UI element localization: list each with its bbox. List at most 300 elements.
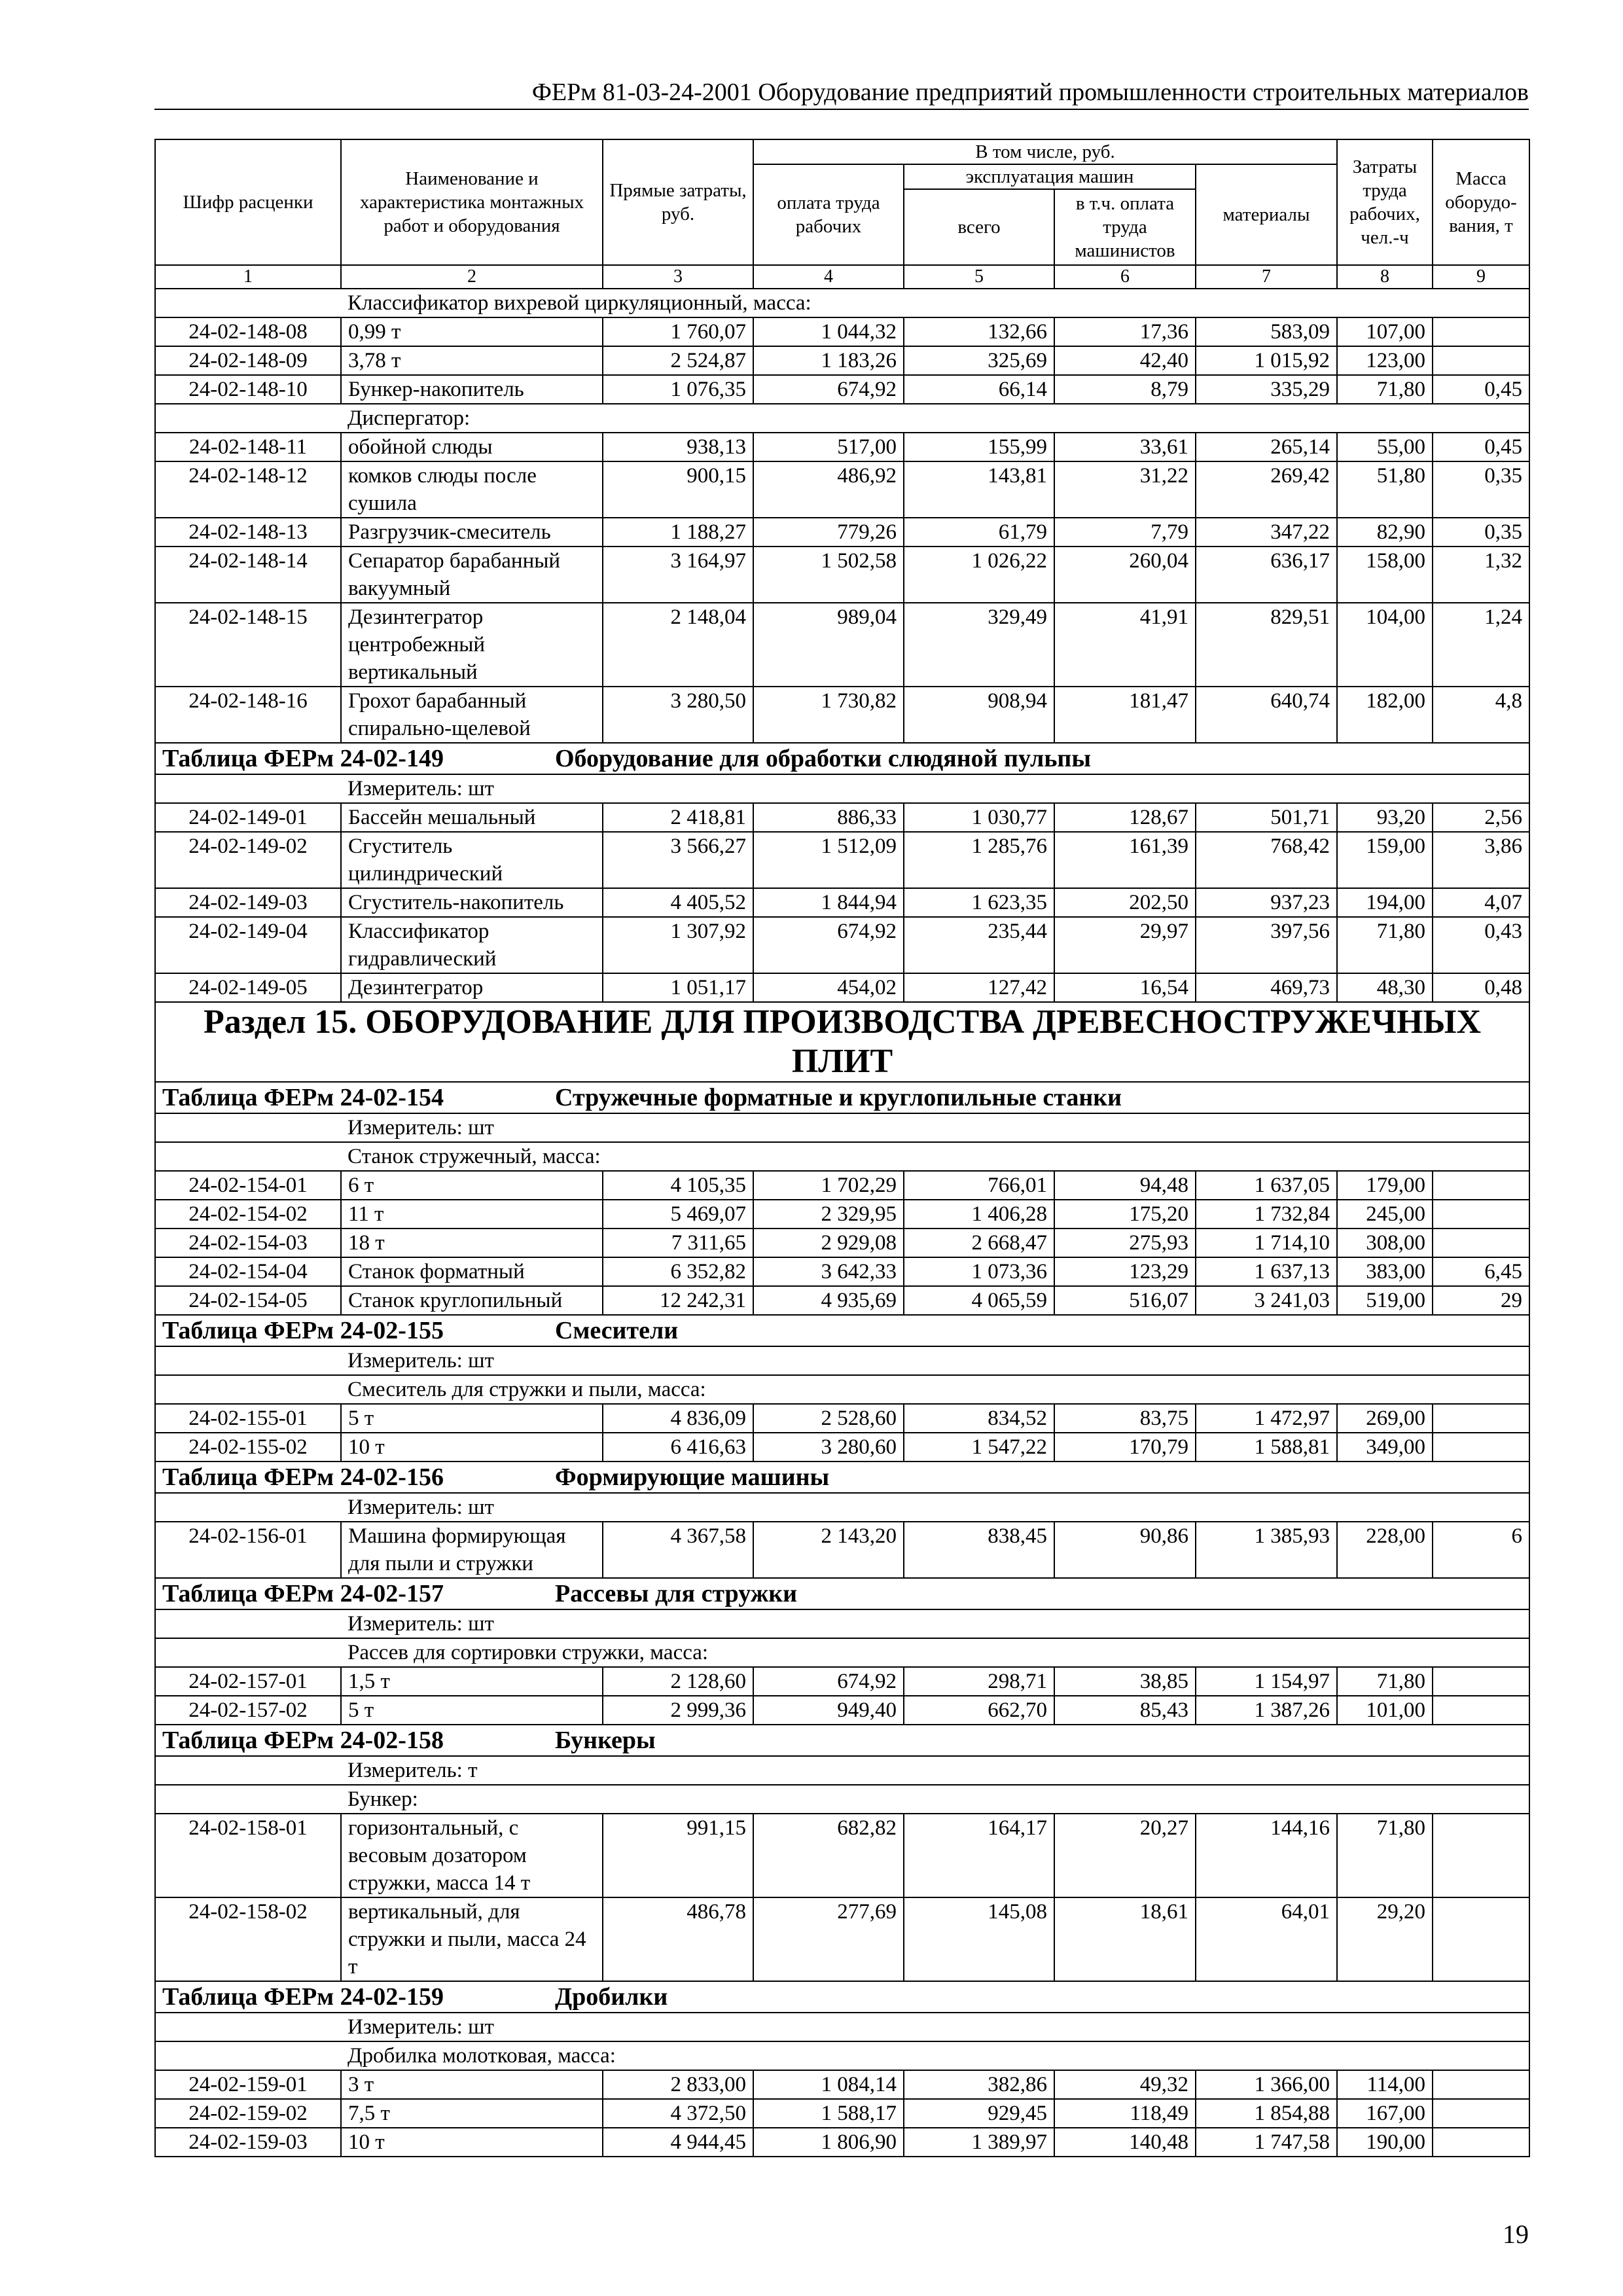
table-row bbox=[155, 375, 1529, 404]
labor-pay: 454,02 bbox=[753, 973, 904, 1002]
materials-cost: 1 714,10 bbox=[1196, 1229, 1337, 1257]
table-row bbox=[155, 317, 1529, 346]
table-title-row bbox=[155, 1315, 1529, 1346]
labor-hours: 158,00 bbox=[1337, 547, 1433, 603]
work-name: Разгрузчик-смеситель bbox=[341, 518, 603, 547]
row-lead bbox=[155, 1375, 341, 1404]
row-lead bbox=[155, 1113, 341, 1142]
machines-total: 1 285,76 bbox=[904, 832, 1054, 888]
work-name: Бассейн мешальный bbox=[341, 803, 603, 832]
direct-costs: 4 836,09 bbox=[603, 1404, 753, 1433]
labor-pay: 517,00 bbox=[753, 433, 904, 461]
labor-pay: 886,33 bbox=[753, 803, 904, 832]
work-name: Грохот барабанный спирально-щелевой bbox=[341, 687, 603, 743]
labor-pay: 486,92 bbox=[753, 461, 904, 518]
unit-label: Измеритель: шт bbox=[341, 1493, 1529, 1522]
machines-total: 325,69 bbox=[904, 346, 1054, 375]
table-title bbox=[155, 1082, 1529, 1113]
table-row bbox=[155, 2070, 1529, 2099]
direct-costs: 2 524,87 bbox=[603, 346, 753, 375]
machinist-pay: 275,93 bbox=[1054, 1229, 1196, 1257]
rate-code: 24-02-154-05 bbox=[155, 1286, 341, 1315]
machinist-pay: 516,07 bbox=[1054, 1286, 1196, 1315]
col-machtotal-header: всего bbox=[904, 189, 1054, 265]
labor-hours: 167,00 bbox=[1337, 2099, 1433, 2128]
direct-costs: 900,15 bbox=[603, 461, 753, 518]
machines-total: 1 073,36 bbox=[904, 1257, 1054, 1286]
table-row bbox=[155, 803, 1529, 832]
equipment-mass: 0,45 bbox=[1433, 433, 1529, 461]
work-name: 7,5 т bbox=[341, 2099, 603, 2128]
labor-pay: 779,26 bbox=[753, 518, 904, 547]
materials-cost: 3 241,03 bbox=[1196, 1286, 1337, 1315]
group-row bbox=[155, 289, 1529, 317]
machinist-pay: 41,91 bbox=[1054, 603, 1196, 687]
labor-pay: 4 935,69 bbox=[753, 1286, 904, 1315]
labor-hours: 48,30 bbox=[1337, 973, 1433, 1002]
table-row bbox=[155, 1286, 1529, 1315]
labor-pay: 1 702,29 bbox=[753, 1171, 904, 1200]
direct-costs: 4 944,45 bbox=[603, 2128, 753, 2157]
table-code: Таблица ФЕРм 24-02-158 bbox=[162, 1727, 444, 1754]
table-title-row bbox=[155, 1462, 1529, 1493]
table-title bbox=[155, 1981, 1529, 2013]
table-row bbox=[155, 346, 1529, 375]
work-name: Классификатор гидравлический bbox=[341, 917, 603, 973]
row-lead bbox=[155, 1142, 341, 1171]
rate-code: 24-02-148-14 bbox=[155, 547, 341, 603]
equipment-mass bbox=[1433, 1897, 1529, 1981]
machinist-pay: 181,47 bbox=[1054, 687, 1196, 743]
rate-code: 24-02-148-09 bbox=[155, 346, 341, 375]
labor-pay: 1 502,58 bbox=[753, 547, 904, 603]
equipment-mass bbox=[1433, 1667, 1529, 1696]
machines-total: 132,66 bbox=[904, 317, 1054, 346]
table-row bbox=[155, 2128, 1529, 2157]
rate-code: 24-02-154-01 bbox=[155, 1171, 341, 1200]
materials-cost: 335,29 bbox=[1196, 375, 1337, 404]
machines-total: 382,86 bbox=[904, 2070, 1054, 2099]
machines-total: 1 547,22 bbox=[904, 1433, 1054, 1462]
work-name: комков слюды после сушила bbox=[341, 461, 603, 518]
group-label: Диспергатор: bbox=[341, 404, 1529, 433]
labor-hours: 349,00 bbox=[1337, 1433, 1433, 1462]
table-row bbox=[155, 888, 1529, 917]
labor-pay: 2 528,60 bbox=[753, 1404, 904, 1433]
table-name: Бункеры bbox=[555, 1727, 656, 1754]
table-row bbox=[155, 433, 1529, 461]
machines-total: 929,45 bbox=[904, 2099, 1054, 2128]
rate-code: 24-02-155-02 bbox=[155, 1433, 341, 1462]
machinist-pay: 17,36 bbox=[1054, 317, 1196, 346]
table-name: Оборудование для обработки слюдяной пульпы bbox=[555, 745, 1091, 772]
work-name: 3,78 т bbox=[341, 346, 603, 375]
table-row bbox=[155, 1229, 1529, 1257]
table-code: Таблица ФЕРм 24-02-159 bbox=[162, 1983, 444, 2011]
machines-total: 662,70 bbox=[904, 1696, 1054, 1725]
col-name-header: Наименование и характеристика монтажных работ и оборудования bbox=[341, 139, 603, 265]
machines-total: 66,14 bbox=[904, 375, 1054, 404]
labor-pay: 674,92 bbox=[753, 1667, 904, 1696]
materials-cost: 937,23 bbox=[1196, 888, 1337, 917]
direct-costs: 938,13 bbox=[603, 433, 753, 461]
rate-code: 24-02-148-08 bbox=[155, 317, 341, 346]
direct-costs: 4 367,58 bbox=[603, 1522, 753, 1578]
labor-hours: 308,00 bbox=[1337, 1229, 1433, 1257]
table-row bbox=[155, 1404, 1529, 1433]
rate-code: 24-02-148-10 bbox=[155, 375, 341, 404]
table-row bbox=[155, 1433, 1529, 1462]
equipment-mass: 6 bbox=[1433, 1522, 1529, 1578]
machines-total: 2 668,47 bbox=[904, 1229, 1054, 1257]
direct-costs: 7 311,65 bbox=[603, 1229, 753, 1257]
col-direct-header: Прямые затраты, руб. bbox=[603, 139, 753, 265]
work-name: Бункер-накопитель bbox=[341, 375, 603, 404]
labor-pay: 1 844,94 bbox=[753, 888, 904, 917]
equipment-mass: 0,35 bbox=[1433, 461, 1529, 518]
direct-costs: 1 760,07 bbox=[603, 317, 753, 346]
labor-pay: 1 806,90 bbox=[753, 2128, 904, 2157]
labor-hours: 114,00 bbox=[1337, 2070, 1433, 2099]
labor-pay: 1 588,17 bbox=[753, 2099, 904, 2128]
materials-cost: 469,73 bbox=[1196, 973, 1337, 1002]
machinist-pay: 20,27 bbox=[1054, 1814, 1196, 1897]
labor-pay: 1 730,82 bbox=[753, 687, 904, 743]
group-row bbox=[155, 1375, 1529, 1404]
table-row bbox=[155, 518, 1529, 547]
equipment-mass: 0,48 bbox=[1433, 973, 1529, 1002]
labor-hours: 519,00 bbox=[1337, 1286, 1433, 1315]
labor-hours: 245,00 bbox=[1337, 1200, 1433, 1229]
work-name: 6 т bbox=[341, 1171, 603, 1200]
table-row bbox=[155, 1696, 1529, 1725]
table-title bbox=[155, 1462, 1529, 1493]
labor-hours: 123,00 bbox=[1337, 346, 1433, 375]
machinist-pay: 38,85 bbox=[1054, 1667, 1196, 1696]
labor-pay: 674,92 bbox=[753, 917, 904, 973]
labor-hours: 107,00 bbox=[1337, 317, 1433, 346]
table-code: Таблица ФЕРм 24-02-155 bbox=[162, 1317, 444, 1344]
col-laborpay-header: оплата труда рабочих bbox=[753, 164, 904, 265]
unit-row bbox=[155, 1346, 1529, 1375]
materials-cost: 1 732,84 bbox=[1196, 1200, 1337, 1229]
labor-pay: 1 084,14 bbox=[753, 2070, 904, 2099]
equipment-mass: 0,43 bbox=[1433, 917, 1529, 973]
machinist-pay: 202,50 bbox=[1054, 888, 1196, 917]
labor-hours: 82,90 bbox=[1337, 518, 1433, 547]
unit-row bbox=[155, 1493, 1529, 1522]
machines-total: 1 623,35 bbox=[904, 888, 1054, 917]
equipment-mass bbox=[1433, 1171, 1529, 1200]
group-row bbox=[155, 2041, 1529, 2070]
work-name: 10 т bbox=[341, 1433, 603, 1462]
labor-hours: 228,00 bbox=[1337, 1522, 1433, 1578]
equipment-mass bbox=[1433, 1814, 1529, 1897]
direct-costs: 991,15 bbox=[603, 1814, 753, 1897]
col-machines-header: эксплуатация машин bbox=[904, 164, 1196, 189]
table-title bbox=[155, 1315, 1529, 1346]
machines-total: 4 065,59 bbox=[904, 1286, 1054, 1315]
row-lead bbox=[155, 774, 341, 803]
direct-costs: 2 418,81 bbox=[603, 803, 753, 832]
direct-costs: 4 405,52 bbox=[603, 888, 753, 917]
machines-total: 1 406,28 bbox=[904, 1200, 1054, 1229]
machinist-pay: 123,29 bbox=[1054, 1257, 1196, 1286]
machinist-pay: 7,79 bbox=[1054, 518, 1196, 547]
labor-pay: 2 143,20 bbox=[753, 1522, 904, 1578]
materials-cost: 501,71 bbox=[1196, 803, 1337, 832]
table-title-row bbox=[155, 1578, 1529, 1609]
table-row bbox=[155, 1257, 1529, 1286]
machines-total: 61,79 bbox=[904, 518, 1054, 547]
direct-costs: 2 148,04 bbox=[603, 603, 753, 687]
group-label: Дробилка молотковая, масса: bbox=[341, 2041, 1529, 2070]
materials-cost: 397,56 bbox=[1196, 917, 1337, 973]
work-name: 0,99 т bbox=[341, 317, 603, 346]
materials-cost: 1 015,92 bbox=[1196, 346, 1337, 375]
work-name: Сгуститель-накопитель bbox=[341, 888, 603, 917]
work-name: Станок форматный bbox=[341, 1257, 603, 1286]
unit-row bbox=[155, 1113, 1529, 1142]
table-code: Таблица ФЕРм 24-02-154 bbox=[162, 1084, 444, 1111]
machines-total: 1 030,77 bbox=[904, 803, 1054, 832]
work-name: Сгуститель цилиндрический bbox=[341, 832, 603, 888]
direct-costs: 3 566,27 bbox=[603, 832, 753, 888]
table-title-row bbox=[155, 743, 1529, 774]
machines-total: 155,99 bbox=[904, 433, 1054, 461]
direct-costs: 4 372,50 bbox=[603, 2099, 753, 2128]
machinist-pay: 83,75 bbox=[1054, 1404, 1196, 1433]
machines-total: 145,08 bbox=[904, 1897, 1054, 1981]
rate-code: 24-02-148-11 bbox=[155, 433, 341, 461]
work-name: 5 т bbox=[341, 1404, 603, 1433]
labor-hours: 194,00 bbox=[1337, 888, 1433, 917]
table-row bbox=[155, 832, 1529, 888]
table-code: Таблица ФЕРм 24-02-156 bbox=[162, 1463, 444, 1491]
equipment-mass bbox=[1433, 1433, 1529, 1462]
machinist-pay: 94,48 bbox=[1054, 1171, 1196, 1200]
machinist-pay: 18,61 bbox=[1054, 1897, 1196, 1981]
machinist-pay: 42,40 bbox=[1054, 346, 1196, 375]
table-title bbox=[155, 743, 1529, 774]
table-name: Рассевы для стружки bbox=[555, 1580, 798, 1607]
labor-hours: 383,00 bbox=[1337, 1257, 1433, 1286]
col-number: 3 bbox=[603, 265, 753, 289]
rate-code: 24-02-154-04 bbox=[155, 1257, 341, 1286]
rate-code: 24-02-149-01 bbox=[155, 803, 341, 832]
labor-hours: 159,00 bbox=[1337, 832, 1433, 888]
equipment-mass: 3,86 bbox=[1433, 832, 1529, 888]
rate-code: 24-02-157-02 bbox=[155, 1696, 341, 1725]
labor-hours: 51,80 bbox=[1337, 461, 1433, 518]
labor-hours: 179,00 bbox=[1337, 1171, 1433, 1200]
rate-code: 24-02-159-02 bbox=[155, 2099, 341, 2128]
work-name: вертикальный, для стружки и пыли, масса 24 т bbox=[341, 1897, 603, 1981]
direct-costs: 1 188,27 bbox=[603, 518, 753, 547]
materials-cost: 269,42 bbox=[1196, 461, 1337, 518]
labor-pay: 989,04 bbox=[753, 603, 904, 687]
unit-row bbox=[155, 1609, 1529, 1638]
table-title-row bbox=[155, 1082, 1529, 1113]
direct-costs: 3 164,97 bbox=[603, 547, 753, 603]
table-code: Таблица ФЕРм 24-02-149 bbox=[162, 745, 444, 772]
rate-code: 24-02-156-01 bbox=[155, 1522, 341, 1578]
group-row bbox=[155, 1142, 1529, 1171]
labor-hours: 104,00 bbox=[1337, 603, 1433, 687]
materials-cost: 636,17 bbox=[1196, 547, 1337, 603]
work-name: Станок круглопильный bbox=[341, 1286, 603, 1315]
labor-hours: 71,80 bbox=[1337, 1814, 1433, 1897]
row-lead bbox=[155, 289, 341, 317]
col-machpay-header: в т.ч. оплата труда машинистов bbox=[1054, 189, 1196, 265]
machinist-pay: 90,86 bbox=[1054, 1522, 1196, 1578]
equipment-mass bbox=[1433, 1696, 1529, 1725]
work-name: Машина формирующая для пыли и стружки bbox=[341, 1522, 603, 1578]
rate-code: 24-02-149-05 bbox=[155, 973, 341, 1002]
col-number: 1 bbox=[155, 265, 341, 289]
materials-cost: 1 588,81 bbox=[1196, 1433, 1337, 1462]
table-name: Формирующие машины bbox=[555, 1463, 830, 1491]
group-label: Смеситель для стружки и пыли, масса: bbox=[341, 1375, 1529, 1404]
rate-code: 24-02-154-03 bbox=[155, 1229, 341, 1257]
group-row bbox=[155, 404, 1529, 433]
table-row bbox=[155, 1200, 1529, 1229]
col-number: 9 bbox=[1433, 265, 1529, 289]
labor-pay: 949,40 bbox=[753, 1696, 904, 1725]
machinist-pay: 8,79 bbox=[1054, 375, 1196, 404]
machines-total: 838,45 bbox=[904, 1522, 1054, 1578]
table-name: Стружечные форматные и круглопильные станки bbox=[555, 1084, 1122, 1111]
machines-total: 143,81 bbox=[904, 461, 1054, 518]
group-label: Классификатор вихревой циркуляционный, масса: bbox=[341, 289, 1529, 317]
equipment-mass: 0,35 bbox=[1433, 518, 1529, 547]
materials-cost: 1 637,05 bbox=[1196, 1171, 1337, 1200]
equipment-mass bbox=[1433, 2099, 1529, 2128]
work-name: 18 т bbox=[341, 1229, 603, 1257]
row-lead bbox=[155, 2013, 341, 2041]
materials-cost: 1 472,97 bbox=[1196, 1404, 1337, 1433]
table-row bbox=[155, 1171, 1529, 1200]
group-row bbox=[155, 1785, 1529, 1814]
equipment-mass bbox=[1433, 1229, 1529, 1257]
direct-costs: 1 307,92 bbox=[603, 917, 753, 973]
machinist-pay: 140,48 bbox=[1054, 2128, 1196, 2157]
table-row bbox=[155, 2099, 1529, 2128]
section-row bbox=[155, 1002, 1529, 1082]
row-lead bbox=[155, 1493, 341, 1522]
table-title bbox=[155, 1578, 1529, 1609]
table-name: Дробилки bbox=[555, 1983, 668, 2011]
labor-pay: 674,92 bbox=[753, 375, 904, 404]
machinist-pay: 260,04 bbox=[1054, 547, 1196, 603]
col-labor-header: Затраты труда рабочих, чел.-ч bbox=[1337, 139, 1433, 265]
rates-table bbox=[154, 139, 1530, 2157]
group-label: Рассев для сортировки стружки, масса: bbox=[341, 1638, 1529, 1667]
labor-pay: 277,69 bbox=[753, 1897, 904, 1981]
table-code: Таблица ФЕРм 24-02-157 bbox=[162, 1580, 444, 1607]
unit-row bbox=[155, 774, 1529, 803]
direct-costs: 2 833,00 bbox=[603, 2070, 753, 2099]
rate-code: 24-02-149-03 bbox=[155, 888, 341, 917]
direct-costs: 1 051,17 bbox=[603, 973, 753, 1002]
materials-cost: 1 637,13 bbox=[1196, 1257, 1337, 1286]
unit-label: Измеритель: шт bbox=[341, 2013, 1529, 2041]
rate-code: 24-02-148-12 bbox=[155, 461, 341, 518]
table-row bbox=[155, 1897, 1529, 1981]
table-title bbox=[155, 1725, 1529, 1756]
materials-cost: 1 854,88 bbox=[1196, 2099, 1337, 2128]
equipment-mass: 2,56 bbox=[1433, 803, 1529, 832]
labor-hours: 71,80 bbox=[1337, 1667, 1433, 1696]
machinist-pay: 33,61 bbox=[1054, 433, 1196, 461]
direct-costs: 3 280,50 bbox=[603, 687, 753, 743]
section-title: Раздел 15. ОБОРУДОВАНИЕ ДЛЯ ПРОИЗВОДСТВА ДРЕВЕСНОСТРУЖЕЧНЫХ ПЛИТ bbox=[155, 1002, 1529, 1082]
machines-total: 766,01 bbox=[904, 1171, 1054, 1200]
machines-total: 298,71 bbox=[904, 1667, 1054, 1696]
row-lead bbox=[155, 1346, 341, 1375]
machines-total: 127,42 bbox=[904, 973, 1054, 1002]
direct-costs: 2 999,36 bbox=[603, 1696, 753, 1725]
table-body bbox=[155, 289, 1529, 2157]
group-label: Станок стружечный, масса: bbox=[341, 1142, 1529, 1171]
machines-total: 1 026,22 bbox=[904, 547, 1054, 603]
labor-hours: 71,80 bbox=[1337, 917, 1433, 973]
work-name: Дезинтегратор центробежный вертикальный bbox=[341, 603, 603, 687]
direct-costs: 6 416,63 bbox=[603, 1433, 753, 1462]
machinist-pay: 170,79 bbox=[1054, 1433, 1196, 1462]
col-number: 6 bbox=[1054, 265, 1196, 289]
rate-code: 24-02-158-02 bbox=[155, 1897, 341, 1981]
equipment-mass: 1,24 bbox=[1433, 603, 1529, 687]
page-header: ФЕРм 81-03-24-2001 Оборудование предприятий промышленности строительных материалов bbox=[154, 77, 1529, 110]
machinist-pay: 161,39 bbox=[1054, 832, 1196, 888]
rate-code: 24-02-155-01 bbox=[155, 1404, 341, 1433]
materials-cost: 768,42 bbox=[1196, 832, 1337, 888]
table-row bbox=[155, 603, 1529, 687]
equipment-mass: 6,45 bbox=[1433, 1257, 1529, 1286]
unit-label: Измеритель: шт bbox=[341, 774, 1529, 803]
unit-label: Измеритель: т bbox=[341, 1756, 1529, 1785]
rate-code: 24-02-149-04 bbox=[155, 917, 341, 973]
work-name: 1,5 т bbox=[341, 1667, 603, 1696]
machines-total: 908,94 bbox=[904, 687, 1054, 743]
work-name: Сепаратор барабанный вакуумный bbox=[341, 547, 603, 603]
row-lead bbox=[155, 404, 341, 433]
table-name: Смесители bbox=[555, 1317, 679, 1344]
unit-label: Измеритель: шт bbox=[341, 1346, 1529, 1375]
table-row bbox=[155, 1814, 1529, 1897]
materials-cost: 1 154,97 bbox=[1196, 1667, 1337, 1696]
table-title-row bbox=[155, 1725, 1529, 1756]
page-number: 19 bbox=[1503, 2219, 1529, 2249]
labor-hours: 71,80 bbox=[1337, 375, 1433, 404]
row-lead bbox=[155, 1609, 341, 1638]
col-materials-header: материалы bbox=[1196, 164, 1337, 265]
machines-total: 1 389,97 bbox=[904, 2128, 1054, 2157]
materials-cost: 1 747,58 bbox=[1196, 2128, 1337, 2157]
table-row bbox=[155, 547, 1529, 603]
col-incl-header: В том числе, руб. bbox=[753, 139, 1337, 164]
equipment-mass bbox=[1433, 2070, 1529, 2099]
labor-pay: 682,82 bbox=[753, 1814, 904, 1897]
work-name: 5 т bbox=[341, 1696, 603, 1725]
direct-costs: 2 128,60 bbox=[603, 1667, 753, 1696]
table-row bbox=[155, 973, 1529, 1002]
equipment-mass: 0,45 bbox=[1433, 375, 1529, 404]
labor-hours: 101,00 bbox=[1337, 1696, 1433, 1725]
work-name: 3 т bbox=[341, 2070, 603, 2099]
rate-code: 24-02-159-03 bbox=[155, 2128, 341, 2157]
